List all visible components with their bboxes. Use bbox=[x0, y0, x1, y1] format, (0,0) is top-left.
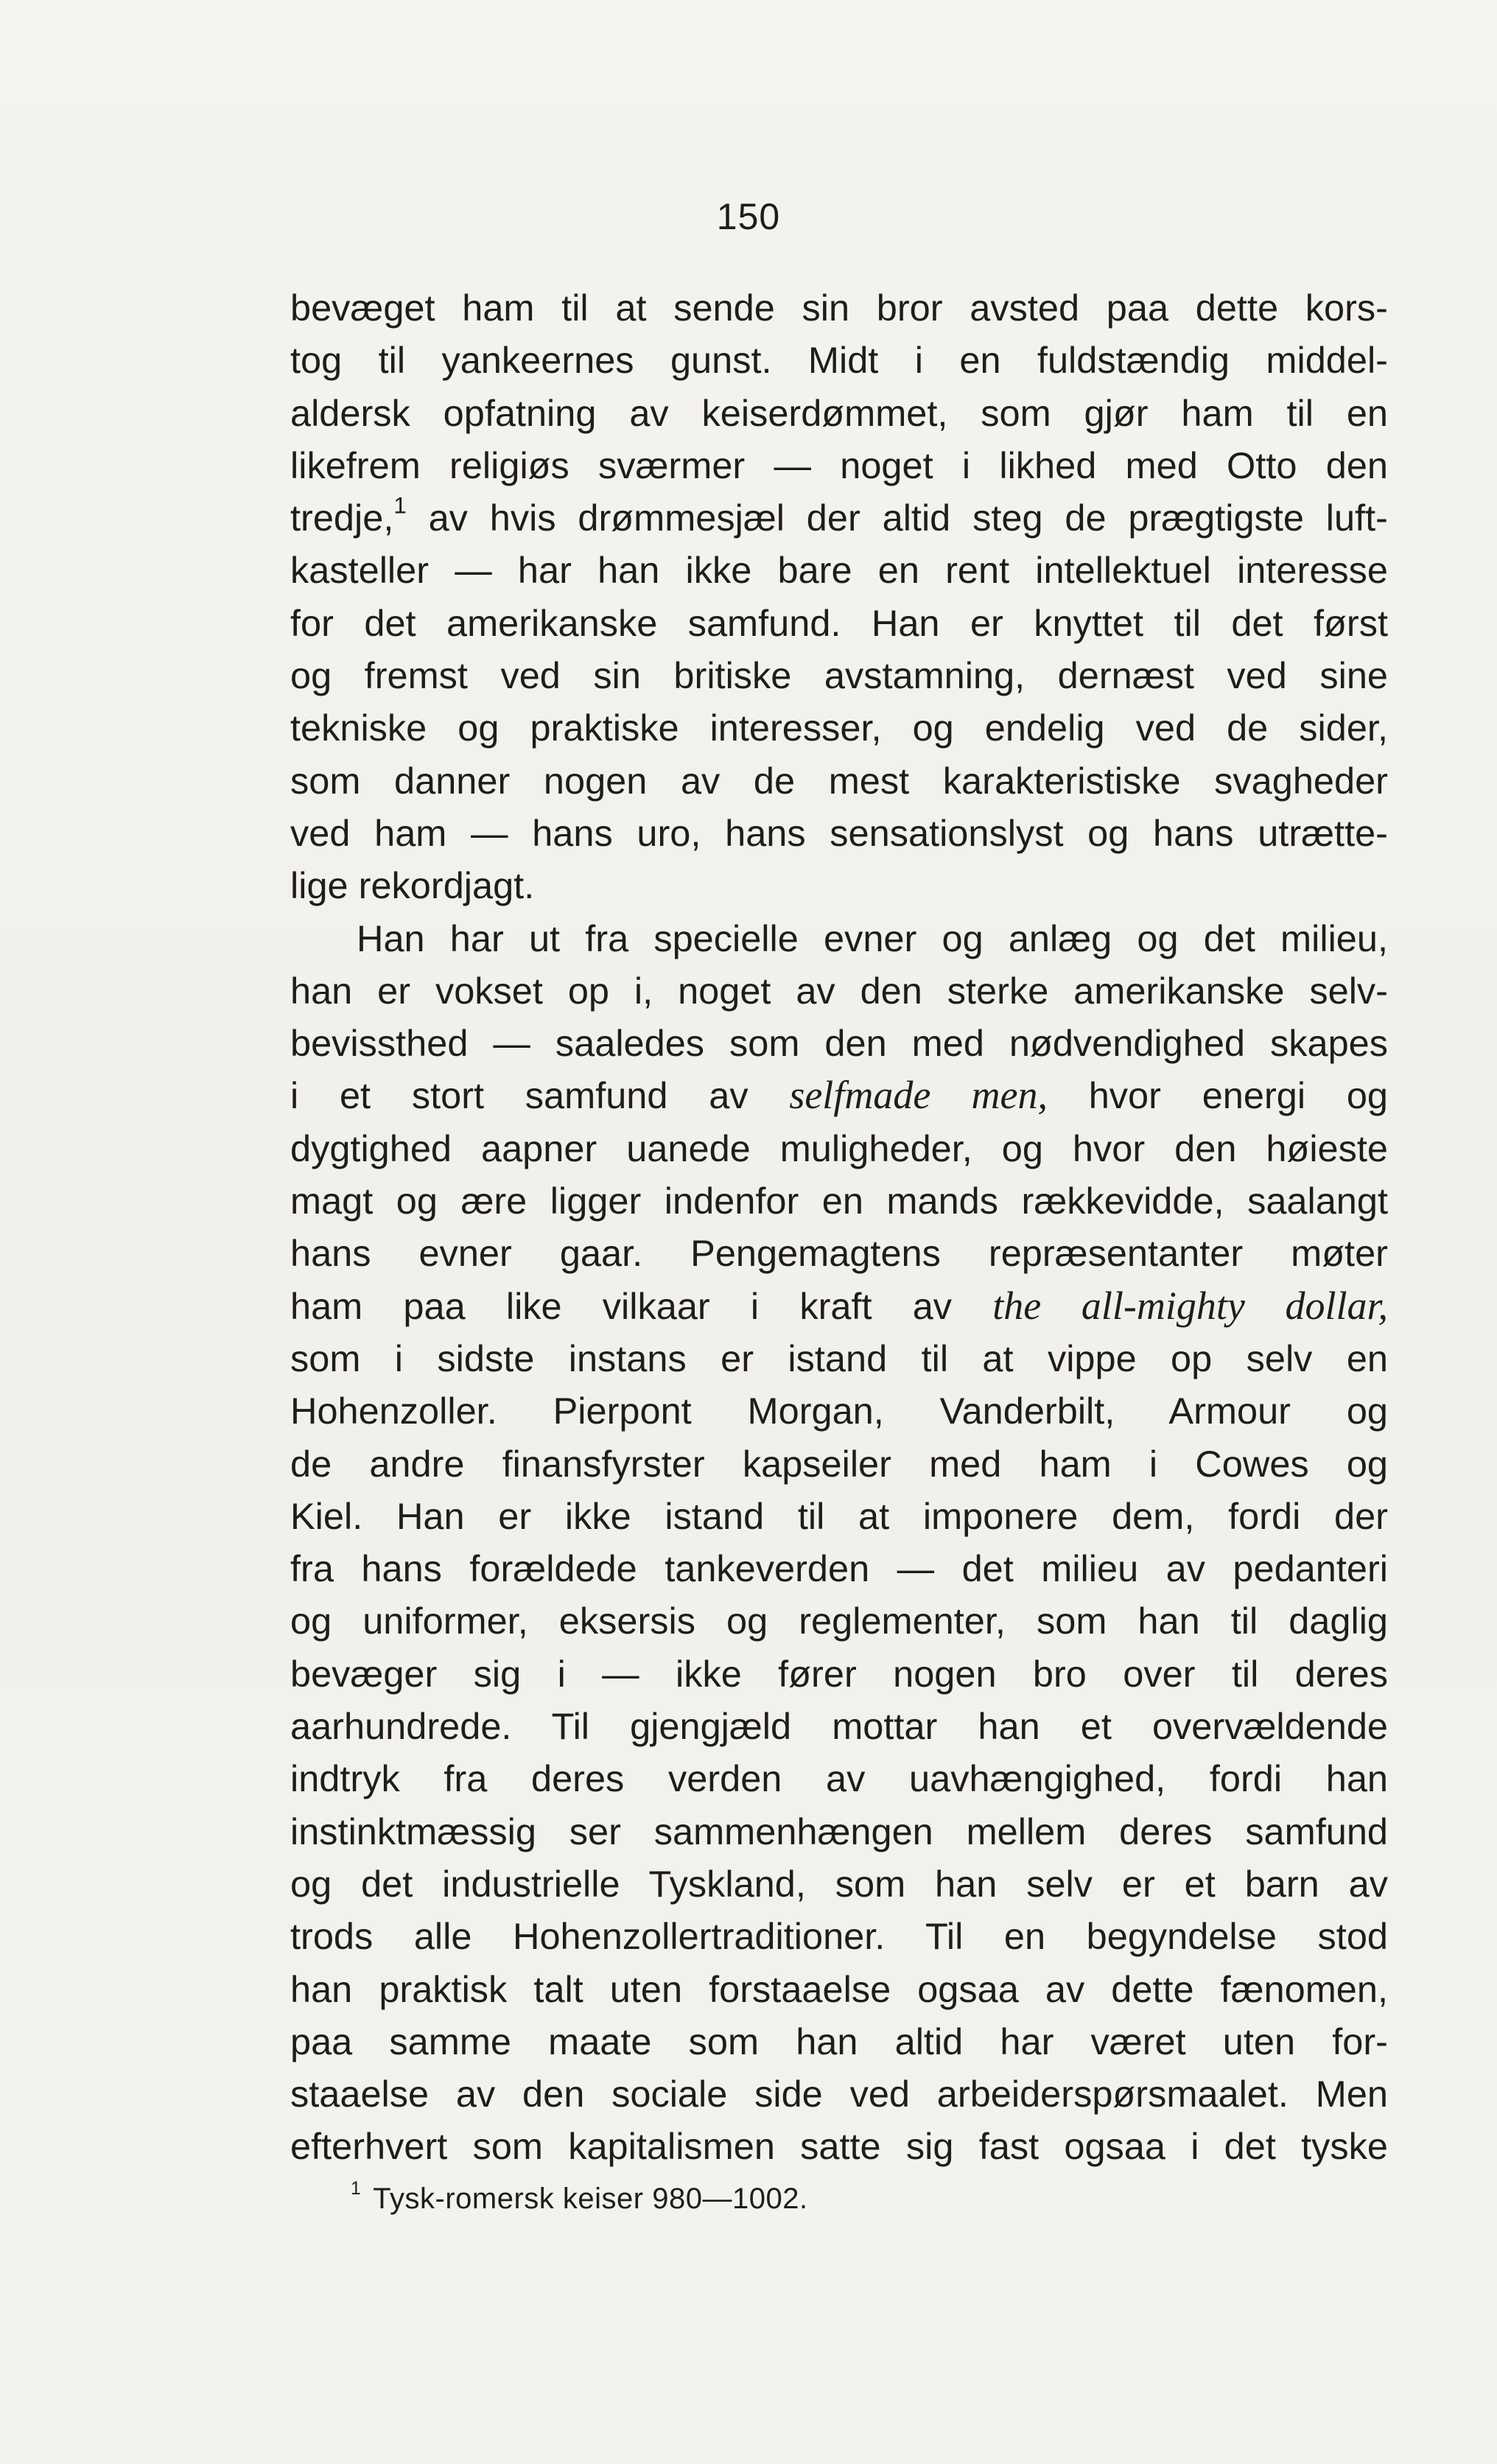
text-line: tog til yankeernes gunst. Midt i en fuldstændig middel- bbox=[290, 339, 1388, 382]
text-line: Hohenzoller. Pierpont Morgan, Vanderbilt, Armour og bbox=[290, 1390, 1388, 1432]
text-line: paa samme maate som han altid har været uten for- bbox=[290, 2020, 1388, 2062]
text-line: staaelse av den sociale side ved arbeiderspørsmaalet. Men bbox=[290, 2073, 1388, 2115]
text-line: for det amerikanske samfund. Han er knyttet til det først bbox=[290, 601, 1388, 644]
text-line: lige rekordjagt. bbox=[290, 864, 535, 907]
text-line: indtryk fra deres verden av uavhængighed, fordi han bbox=[290, 1757, 1388, 1800]
text-line: magt og ære ligger indenfor en mands rækkevidde, saalangt bbox=[290, 1180, 1388, 1222]
text-line: likefrem religiøs sværmer — noget i likhed med Otto den bbox=[290, 444, 1388, 486]
text-line: Han har ut fra specielle evner og anlæg og det milieu, bbox=[357, 917, 1388, 959]
footnote bbox=[351, 2178, 808, 2219]
text-line: efterhvert som kapitalismen satte sig fast ogsaa i det tyske bbox=[290, 2125, 1388, 2168]
text-fragment: av hvis drømmesjæl der altid steg de prægtigste luft- bbox=[406, 497, 1388, 539]
text-line: trods alle Hohenzollertraditioner. Til en begyndelse stod bbox=[290, 1915, 1388, 1958]
text-line: bevæget ham til at sende sin bror avsted paa dette kors- bbox=[290, 287, 1388, 329]
text-fragment: tredje, bbox=[290, 497, 394, 539]
text-line: tekniske og praktiske interesser, og endelig ved de sider, bbox=[290, 707, 1388, 749]
text-line: og uniformer, eksersis og reglementer, som han til daglig bbox=[290, 1600, 1388, 1642]
text-line: Kiel. Han er ikke istand til at imponere dem, fordi der bbox=[290, 1494, 1388, 1537]
text-line: aldersk opfatning av keiserdømmet, som gjør ham til en bbox=[290, 391, 1388, 434]
italic-phrase: selfmade men, bbox=[789, 1073, 1048, 1118]
text-line: bevæger sig i — ikke fører nogen bro over til deres bbox=[290, 1652, 1388, 1695]
text-line: han praktisk talt uten forstaaelse ogsaa av dette fænomen, bbox=[290, 1967, 1388, 2010]
text-line: aarhundrede. Til gjengjæld mottar han et overvældende bbox=[290, 1705, 1388, 1748]
text-line: de andre finansfyrster kapseiler med ham i Cowes og bbox=[290, 1442, 1388, 1485]
text-line: han er vokset op i, noget av den sterke amerikanske selv- bbox=[290, 969, 1388, 1012]
text-line bbox=[290, 491, 1388, 544]
text-line: som danner nogen av de mest karakteristiske svagheder bbox=[290, 759, 1388, 802]
text-fragment: i et stort samfund av bbox=[290, 1074, 748, 1117]
text-line: instinktmæssig ser sammenhængen mellem deres samfund bbox=[290, 1810, 1388, 1852]
text-line: og det industrielle Tyskland, som han selv er et barn av bbox=[290, 1862, 1388, 1905]
text-line bbox=[290, 1280, 1388, 1332]
text-fragment: hvor energi og bbox=[1047, 1074, 1389, 1117]
text-line bbox=[290, 1069, 1388, 1121]
page-number: 150 bbox=[716, 196, 781, 237]
text-line: fra hans forældede tankeverden — det milieu av pedanteri bbox=[290, 1547, 1388, 1590]
footnote-marker: 1 bbox=[351, 2179, 362, 2199]
footnote-reference: 1 bbox=[393, 492, 407, 519]
text-line: dygtighed aapner uanede muligheder, og hvor den høieste bbox=[290, 1127, 1388, 1169]
text-line: hans evner gaar. Pengemagtens repræsentanter møter bbox=[290, 1232, 1388, 1275]
text-line: bevissthed — saaledes som den med nødvendighed skapes bbox=[290, 1022, 1388, 1065]
text-line: kasteller — har han ikke bare en rent intellektuel interesse bbox=[290, 549, 1388, 592]
text-line: ved ham — hans uro, hans sensationslyst og hans utrætte- bbox=[290, 811, 1388, 854]
text-line: som i sidste instans er istand til at vippe op selv en bbox=[290, 1337, 1388, 1379]
footnote-text: Tysk-romersk keiser 980—1002. bbox=[373, 2183, 808, 2215]
italic-phrase: the all-mighty dollar, bbox=[992, 1283, 1388, 1328]
text-fragment: ham paa like vilkaar i kraft av bbox=[290, 1284, 953, 1327]
text-line: og fremst ved sin britiske avstamning, dernæst ved sine bbox=[290, 654, 1388, 697]
body-text bbox=[290, 281, 1388, 2173]
